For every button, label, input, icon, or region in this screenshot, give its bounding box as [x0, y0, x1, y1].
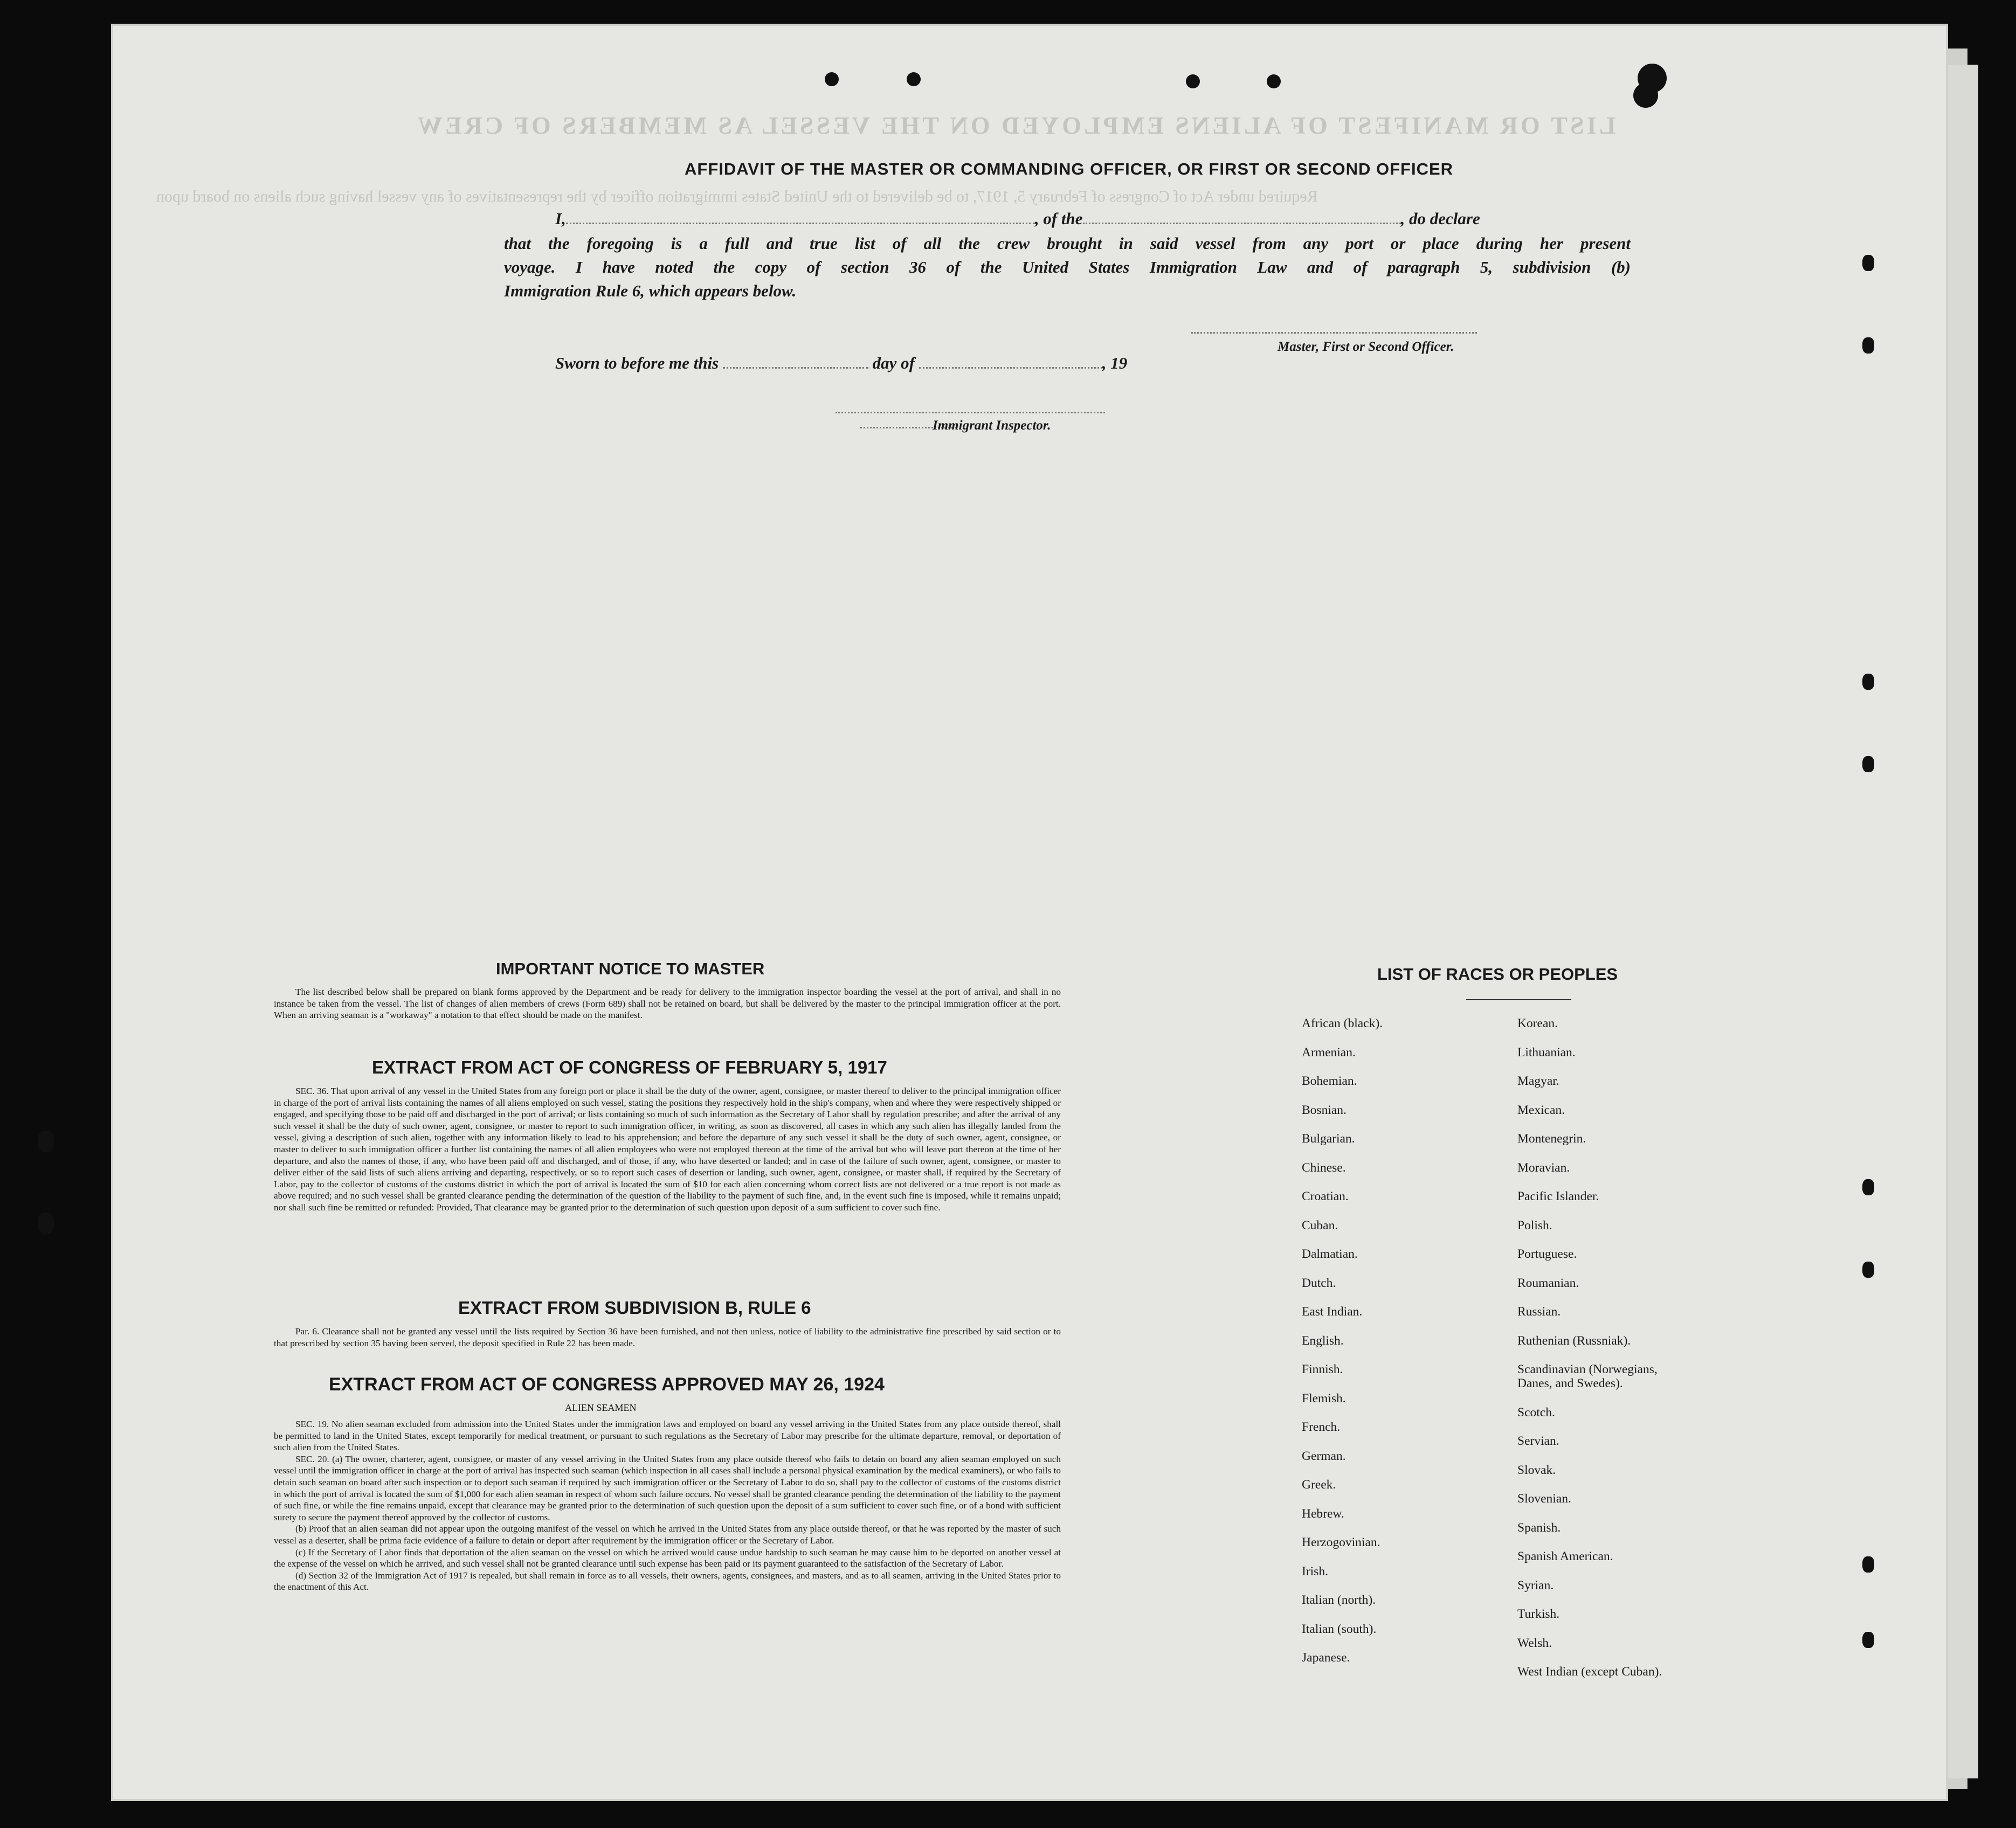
race-list-item: Bosnian.: [1302, 1103, 1347, 1117]
inspector-signature-blank[interactable]: [836, 406, 1105, 413]
punch-hole: [1186, 74, 1200, 88]
race-list-item: Pacific Islander.: [1517, 1189, 1599, 1203]
punch-hole: [1862, 674, 1874, 690]
race-list-item: Roumanian.: [1517, 1276, 1579, 1290]
punch-hole: [1862, 1556, 1874, 1573]
sec-20d-paragraph: (d) Section 32 of the Immigration Act of 1917 is repealed, but shall remain in force as to all vessels, their owners, agents, consignees, and masters, and as to all seamen, arriving in the United States prior to the enactment of this Act.: [274, 1570, 1061, 1592]
race-list-item: East Indian.: [1302, 1305, 1363, 1319]
notice-body: [274, 986, 1061, 1021]
race-list-item: Polish.: [1517, 1218, 1552, 1232]
extract-1924-title: EXTRACT FROM ACT OF CONGRESS APPROVED MAY 26, 1924: [329, 1374, 885, 1395]
extract-1917-paragraph: SEC. 36. That upon arrival of any vessel in the United States from any foreign port or place it shall be the duty of the owner, agent, consignee, or master thereof to deliver to the principal immigration officer in charge of the port of arrival lists containing the names of all aliens employed on such vessel, stating the positions they respectively hold in the ship's company, when and where they were respectively shipped or engaged, and specifying those to be paid off and discharged in the port of arrival; or lists containing so much of such information as the Secretary of Labor shall by regulation prescribe; and after the arrival of any such vessel it shall be the duty of such owner, agent, consignee, or master to report to such immigration officer, in writing, as soon as discovered, all cases in which any such alien has illegally landed from the vessel, giving a description of such alien, together with any information likely to lead to his apprehension; and before the departure of any such vessel it shall be the duty of such owner, agent, consignee, or master to deliver to such immigration officer a further list containing the names of all alien employees who were not employed thereon at the time of the arrival but who will leave port thereon at the time of her departure, and also the names of those, if any, who have been paid off and discharged, and of those, if any, who have deserted or landed; and in case of the failure of such owner, agent, consignee, or master to deliver either of the said lists of such aliens arriving and departing, respectively, or so to report such cases of desertion or landing, such owner, agent, consignee, or master shall, if required by the Secretary of Labor, pay to the collector of customs of the customs district in which the port of arrival is located the sum of $10 for each alien concerning whom correct lists are not delivered or a true report is not made as above required; and no such vessel shall be granted clearance pending the determination of the question of the liability to the payment of such fine, and, in the event such fine is imposed, while it remains unpaid; nor shall such fine be remitted or refunded: Provided, That clearance may be granted prior to the determination of such question upon deposit of a sum sufficient to cover such fine.: [274, 1086, 1061, 1213]
extract-rule6-title: EXTRACT FROM SUBDIVISION B, RULE 6: [458, 1298, 811, 1318]
punch-hole: [1862, 255, 1874, 271]
punch-hole: [1633, 83, 1658, 108]
bleed-through-subheader: Required under Act of Congress of February 5, 1917, to be delivered to the United States immigration officer by the representatives of any vessel having such aliens on board upon: [156, 188, 1318, 205]
race-list-item: West Indian (except Cuban).: [1517, 1665, 1662, 1679]
affidavit-text-line: that the foregoing is a full and true list of all the crew brought in said vessel from any port or place during her present: [504, 234, 1631, 253]
race-list-item: Slovak.: [1517, 1463, 1556, 1477]
vessel-name-blank[interactable]: [1083, 217, 1401, 224]
race-list-item: Danes, and Swedes).: [1517, 1376, 1623, 1390]
sworn-day-blank[interactable]: [723, 362, 868, 369]
race-list-item: Bohemian.: [1302, 1074, 1357, 1088]
race-list-item: Italian (north).: [1302, 1593, 1376, 1607]
race-list-item: French.: [1302, 1420, 1341, 1434]
race-list-item: Russian.: [1517, 1305, 1561, 1319]
page-edge: [1941, 65, 1978, 1778]
race-list-item: Bulgarian.: [1302, 1132, 1355, 1146]
race-list-item: Servian.: [1517, 1434, 1559, 1448]
race-list-item: Moravian.: [1517, 1160, 1570, 1175]
race-list-item: Hebrew.: [1302, 1506, 1344, 1521]
race-list-item: Lithuanian.: [1517, 1045, 1576, 1060]
race-list-item: Ruthenian (Russniak).: [1517, 1333, 1631, 1348]
race-list-item: Turkish.: [1517, 1607, 1560, 1621]
race-list-item: Magyar.: [1517, 1074, 1559, 1088]
notice-title: IMPORTANT NOTICE TO MASTER: [496, 959, 765, 978]
race-list-item: Scandinavian (Norwegians,: [1517, 1362, 1658, 1376]
race-list-item: Finnish.: [1302, 1362, 1343, 1376]
race-list-item: English.: [1302, 1333, 1344, 1348]
extract-1917-body: [274, 1085, 1061, 1214]
race-list-item: Italian (south).: [1302, 1622, 1377, 1636]
master-signature-label: Master, First or Second Officer.: [1278, 340, 1454, 354]
do-declare-label: , do declare: [1400, 209, 1480, 228]
race-list-item: African (black).: [1302, 1016, 1383, 1030]
extract-1924-body: [274, 1418, 1061, 1593]
race-list-item: Scotch.: [1517, 1405, 1555, 1420]
race-list-item: Cuban.: [1302, 1218, 1338, 1232]
punch-hole: [1267, 74, 1281, 88]
race-list-item: Armenian.: [1302, 1045, 1356, 1060]
race-list-item: Herzogovinian.: [1302, 1535, 1380, 1549]
bleed-through-header: LIST OR MANIFEST OF ALIENS EMPLOYED ON THE VESSEL AS MEMBERS OF CREW: [415, 112, 1616, 139]
race-list-item: Croatian.: [1302, 1189, 1349, 1203]
race-list-item: Japanese.: [1302, 1651, 1350, 1665]
race-list-item: German.: [1302, 1449, 1346, 1463]
races-column-1: [1302, 1016, 1383, 1680]
master-signature-blank[interactable]: [1191, 327, 1477, 334]
declarant-label: I,: [555, 209, 566, 228]
race-list-item: Spanish American.: [1517, 1549, 1613, 1563]
races-title: LIST OF RACES OR PEOPLES: [1377, 965, 1618, 984]
sworn-month-blank[interactable]: [919, 362, 1102, 369]
race-list-item: Dutch.: [1302, 1276, 1336, 1290]
race-list-item: Slovenian.: [1517, 1492, 1571, 1506]
punch-hole: [1862, 1632, 1874, 1648]
races-column-2: [1517, 1016, 1662, 1694]
declarant-name-blank[interactable]: [566, 217, 1035, 224]
extract-1917-title: EXTRACT FROM ACT OF CONGRESS OF FEBRUARY 5, 1917: [372, 1057, 887, 1077]
race-list-item: Welsh.: [1517, 1636, 1552, 1650]
punch-hole: [38, 1213, 54, 1234]
extract-1924-subtitle: ALIEN SEAMEN: [565, 1402, 637, 1413]
punch-hole: [1862, 337, 1874, 354]
sworn-line: [555, 354, 1127, 373]
punch-hole: [38, 1131, 54, 1152]
race-list-item: Greek.: [1302, 1478, 1336, 1492]
notice-paragraph: The list described below shall be prepared on blank forms approved by the Department and be ready for delivery to the immigration inspector boarding the vessel at the port of arrival, and shall in no instance be taken from the vessel. The list of changes of alien members of crews (Form 689) shall not be retained on board, but shall be delivered by the master to the principal immigration officer at the port. When an arriving seaman is a "workaway" a notation to that effect should be made on the manifest.: [274, 987, 1061, 1021]
sec-20b-paragraph: (b) Proof that an alien seaman did not appear upon the outgoing manifest of the vessel on which he arrived in the United States from any place outside thereof, or that he was reported by the master of such vessel as a deserter, shall be prima facie evidence of a failure to detain or deport after requirement by the immigration officer or the Secretary of Labor.: [274, 1524, 1061, 1546]
race-list-item: Spanish.: [1517, 1520, 1561, 1535]
affidavit-text-line: Immigration Rule 6, which appears below.: [504, 281, 797, 300]
punch-hole: [907, 72, 921, 86]
inspector-label: Immigrant Inspector.: [933, 418, 1051, 433]
race-list-item: Dalmatian.: [1302, 1247, 1358, 1261]
affidavit-title: AFFIDAVIT OF THE MASTER OR COMMANDING OFFICER, OR FIRST OR SECOND OFFICER: [685, 160, 1454, 178]
race-list-item: Portuguese.: [1517, 1247, 1577, 1261]
extract-rule6-body: [274, 1326, 1061, 1349]
race-list-item: Chinese.: [1302, 1160, 1346, 1175]
extract-rule6-paragraph: Par. 6. Clearance shall not be granted any vessel until the lists required by Section 36 have been furnished, and not then unless, notice of liability to the administrative fine prescribed by said section or to that prescribed by section 35 having been served, the deposit specified in Rule 22 has been made.: [274, 1326, 1061, 1348]
punch-hole: [1862, 1262, 1874, 1278]
race-list-item: Mexican.: [1517, 1103, 1565, 1117]
sec-20a-paragraph: SEC. 20. (a) The owner, charterer, agent, consignee, or master of any vessel arriving in the United States from any place outside thereof who fails to detain on board any alien seaman employed on such vessel until the immigration officer in charge at the port of arrival has inspected such seaman (which inspection in all cases shall include a personal physical examination by the medical examiners), or who fails to detain such seaman on board after such inspection or to deport such seaman if required by such immigration officer or the Secretary of Labor to do so, shall pay to the collector of customs of the customs district in which the port of arrival is located the sum of $1,000 for each alien seaman in respect of whom such failure occurs. No vessel shall be granted clearance pending the determination of the liability to the payment of such fine, or while the fine remains unpaid, except that clearance may be granted prior to the determination of such question upon the deposit of a sum sufficient to cover such fine, or of a bond with sufficient surety to secure the payment thereof approved by the collector of customs.: [274, 1453, 1061, 1522]
race-list-item: Korean.: [1517, 1016, 1558, 1030]
year-label: , 19: [1102, 354, 1128, 372]
punch-hole: [825, 72, 839, 86]
punch-hole: [1862, 756, 1874, 772]
manifest-page: [113, 26, 1946, 1799]
race-list-item: Irish.: [1302, 1564, 1328, 1578]
sworn-label: Sworn to before me this: [555, 354, 719, 372]
races-title-rule: [1466, 999, 1571, 1000]
affidavit-text-line: voyage. I have noted the copy of section 36 of the United States Immigration Law and of paragraph 5, subdivision (b): [504, 258, 1631, 276]
race-list-item: Syrian.: [1517, 1578, 1554, 1592]
day-of-label: day of: [872, 354, 915, 372]
sec-19-paragraph: SEC. 19. No alien seaman excluded from admission into the United States under the immigration laws and employed on board any vessel arriving in the United States from any place outside thereof, shall be permitted to land in the United States, except temporarily for medical treatment, or pursuant to such regulations as the Secretary of Labor may prescribe for the ultimate departure, removal, or deportation of such alien from the United States.: [274, 1419, 1061, 1453]
sec-20c-paragraph: (c) If the Secretary of Labor finds that deportation of the alien seaman on the vessel on which he arrived would cause undue hardship to such seaman he may cause him to be deported on another vessel at the expense of the vessel on which he arrived, and such vessel shall not be granted clearance until such expense has been paid or its payment guaranteed to the satisfaction of the Secretary of Labor.: [274, 1547, 1061, 1569]
race-list-item: Montenegrin.: [1517, 1132, 1586, 1146]
race-list-item: Flemish.: [1302, 1391, 1346, 1405]
of-the-label: , of the: [1034, 209, 1083, 228]
affidavit-declaration-line: [555, 209, 1480, 228]
punch-hole: [1862, 1179, 1874, 1195]
